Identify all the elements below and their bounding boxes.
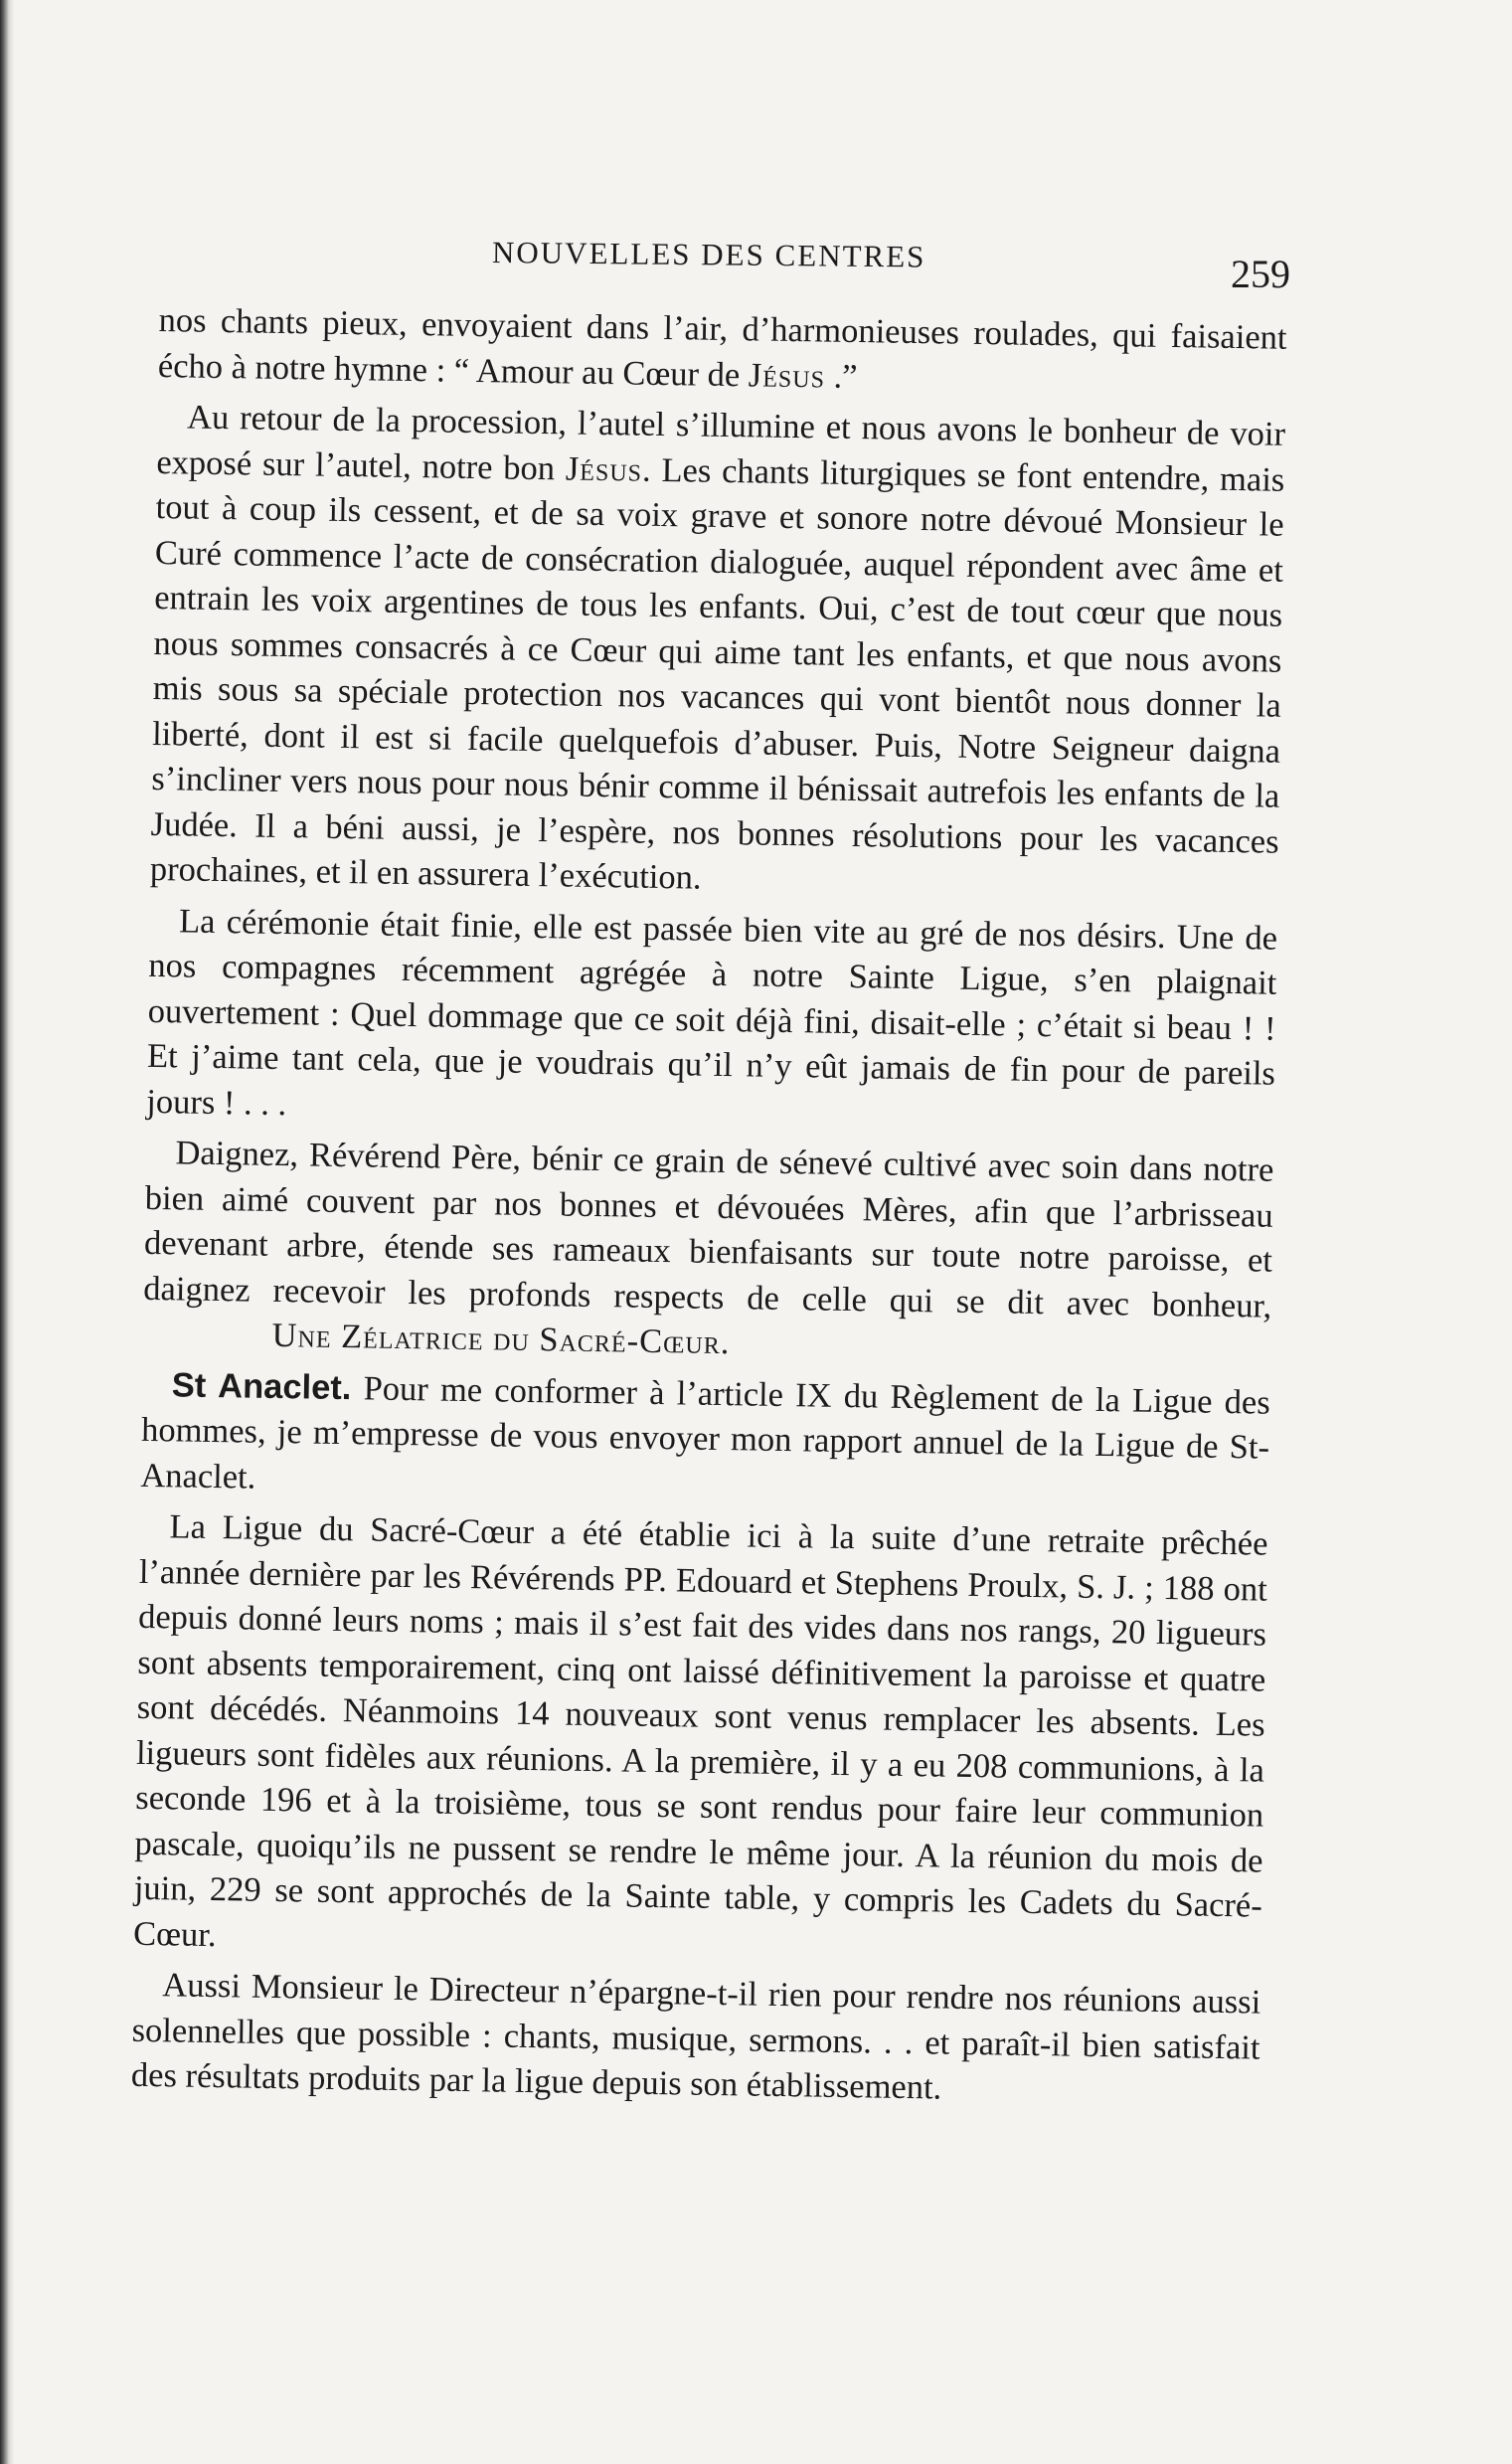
paragraph-2: Au retour de la procession, l’autel s’illumine et nous avons le bonheur de voir exposé sur l’autel, notre bon Jésus. Les chants liturgiques se font entendre, mais tout à coup ils cessent, et de sa voix grave et sonore notre dévoué Monsieur le Curé commence l’acte de consécration dialoguée, auquel répondent avec âme et entrain les voix argentines de tous les enfants. Oui, c’est de tout cœur que nous nous sommes consacrés à ce Cœur qui aime tant les enfants, et que nous avons mis sous sa spéciale protection nos vacances qui vont bientôt nous donner la liberté, dont il est si facile quelquefois d’abuser. Puis, Notre Seigneur daigna s’incliner vers nous pour nous bénir comme il bénissait autrefois les enfants de la Judée. Il a béni aussi, je l’espère, nos bonnes résolutions pour les vacances prochaines, et il en assurera l’exécution. [149, 398, 1286, 897]
parish-heading: St Anaclet. [171, 1365, 352, 1407]
paragraph-6: La Ligue du Sacré-Cœur a été établie ici à la suite d’une retraite prêchée l’année dernière par les Révérends PP. Edouard et Stephens Proulx, S. J. ; 188 ont depuis donné leurs noms ; mais il s’est fait des vides dans nos rangs, 20 ligueurs sont absents temporairement, cinq ont laissé définitivement la paroisse et quatre sont décédés. Néanmoins 14 nouveaux sont venus remplacer les absents. Les ligueurs sont fidèles aux réunions. A la première, il y a eu 208 communions, à la seconde 196 et à la troisième, tous se sont rendus pour faire leur communion pascale, quoiqu’ils ne pussent se rendre le même jour. A la réunion du mois de juin, 229 se sont approchés de la Sainte table, y compris les Cadets du Sacré-Cœur. [132, 1507, 1268, 1954]
paragraph-1: nos chants pieux, envoyaient dans l’air, d’harmonieuses roulades, qui faisaient écho à notre hymne : “ Amour au Cœur de Jésus .” [157, 300, 1287, 396]
paragraph-3: La cérémonie était finie, elle est passée bien vite au gré de nos désirs. Une de nos compagnes récemment agrégée à notre Sainte Ligue, s’en plaignait ouvertement : Quel dommage que ce soit déjà fini, disait-elle ; c’était si beau ! ! Et j’aime tant cela, que je voudrais qu’il n’y eût jamais de fin pour de pareils jours ! . . . [146, 901, 1278, 1123]
body-text [131, 298, 1287, 2116]
small-caps-jesus: Jésus [748, 355, 826, 396]
binding-gutter [0, 0, 14, 2464]
small-caps-jesus: Jésus [565, 448, 643, 489]
running-title: NOUVELLES DES CENTRES [491, 235, 926, 274]
signature: Une Zélatrice du Sacré-Cœur. [271, 1316, 731, 1362]
paragraph-5: St Anaclet. Pour me conformer à l’article IX du Règlement de la Ligue des hommes, je m’empresse de vous envoyer mon rapport annuel de la Ligue de St-Anaclet. [140, 1365, 1270, 1496]
page-number: 259 [1231, 252, 1290, 296]
paragraph-7: Aussi Monsieur le Directeur n’épargne-t-il rien pour rendre nos réunions aussi solennelles que possible : chants, musique, sermons. . . et paraît-il bien satisfait des résultats produits par la ligue depuis son établissement. [130, 1966, 1261, 2107]
paragraph-4: Daignez, Révérend Père, bénir ce grain de sénevé cultivé avec soin dans notre bien aimé couvent par nos bonnes et dévouées Mères, afin que l’arbrisseau devenant arbre, étende ses rameaux bienfaisants sur toute notre paroisse, et daignez recevoir les profonds respects de celle qui se dit avec bonheur,Une Zélatrice du Sacré-Cœur. [142, 1131, 1273, 1374]
